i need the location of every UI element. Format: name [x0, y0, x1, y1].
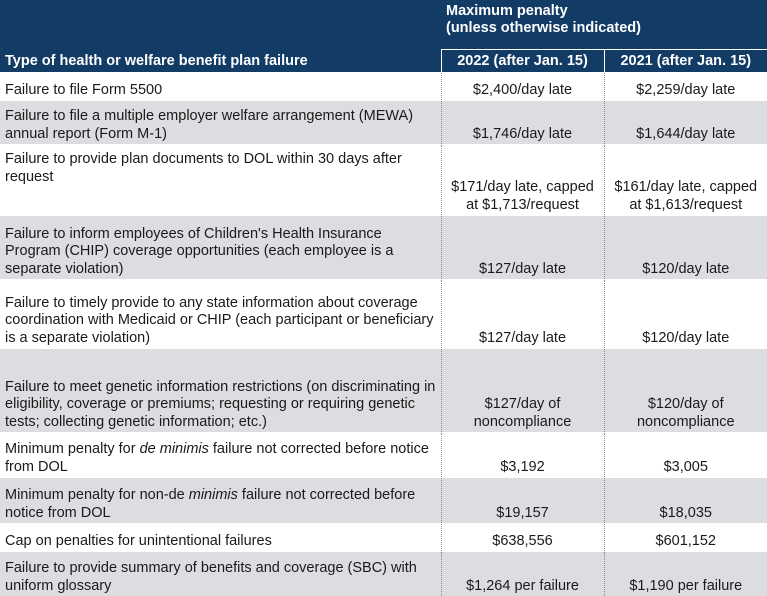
row-description: Cap on penalties for unintentional failures	[0, 524, 441, 552]
table-row	[0, 145, 767, 216]
table-row	[0, 216, 767, 280]
row-value-2021: $601,152	[604, 524, 767, 552]
row-description: Failure to file a multiple employer welfare arrangement (MEWA) annual report (Form M-1)	[0, 101, 441, 145]
row-description: Failure to timely provide to any state information about coverage coordination with Medicaid or CHIP (each participant or beneficiary is a separate violation)	[0, 280, 441, 349]
row-value-2021: $1,644/day late	[604, 101, 767, 145]
row-value-2022: $171/day late, capped at $1,713/request	[441, 145, 604, 216]
table-row	[0, 73, 767, 101]
row-description: Failure to provide summary of benefits and coverage (SBC) with uniform glossary	[0, 552, 441, 596]
row-value-2022: $1,264 per failure	[441, 552, 604, 596]
row-description: Failure to inform employees of Children's Health Insurance Program (CHIP) coverage opportunities (each employee is a separate violation)	[0, 216, 441, 280]
row-value-2021: $120/day late	[604, 216, 767, 280]
header-2021: 2021 (after Jan. 15)	[604, 50, 767, 73]
row-description	[0, 478, 441, 524]
row-description-emphasis: minimis	[189, 487, 238, 503]
header-type-of-failure: Type of health or welfare benefit plan failure	[0, 0, 441, 73]
row-value-2021: $120/day late	[604, 280, 767, 349]
row-value-2022: $2,400/day late	[441, 73, 604, 101]
row-value-2021: $1,190 per failure	[604, 552, 767, 596]
row-description-post: failure not corrected before notice from DOL	[5, 487, 415, 521]
row-value-2021: $120/day of noncompliance	[604, 349, 767, 433]
row-description-post: failure not corrected before notice from DOL	[5, 441, 429, 475]
row-value-2022: $3,192	[441, 433, 604, 478]
table-row	[0, 433, 767, 478]
row-description	[0, 433, 441, 478]
header-max-penalty-line1: Maximum penalty	[446, 3, 568, 19]
row-description: Failure to file Form 5500	[0, 73, 441, 101]
row-value-2022: $127/day of noncompliance	[441, 349, 604, 433]
table-row	[0, 349, 767, 433]
row-value-2021: $18,035	[604, 478, 767, 524]
table-row	[0, 280, 767, 349]
row-value-2022: $638,556	[441, 524, 604, 552]
header-2022: 2022 (after Jan. 15)	[441, 50, 604, 73]
table-row	[0, 524, 767, 552]
row-value-2022: $19,157	[441, 478, 604, 524]
row-value-2022: $127/day late	[441, 216, 604, 280]
header-maximum-penalty	[441, 0, 767, 50]
row-description-pre: Minimum penalty for non-de	[5, 487, 189, 503]
table-row	[0, 552, 767, 596]
row-description: Failure to provide plan documents to DOL within 30 days after request	[0, 145, 441, 216]
row-description-emphasis: de minimis	[140, 441, 209, 457]
row-value-2021: $3,005	[604, 433, 767, 478]
header-max-penalty-line2: (unless otherwise indicated)	[446, 20, 641, 36]
table-row	[0, 478, 767, 524]
row-value-2022: $127/day late	[441, 280, 604, 349]
row-value-2022: $1,746/day late	[441, 101, 604, 145]
row-description: Failure to meet genetic information restrictions (on discriminating in eligibility, coverage or premiums; requesting or requiring genetic tests; collecting genetic information; etc.)	[0, 349, 441, 433]
row-description-pre: Minimum penalty for	[5, 441, 140, 457]
row-value-2021: $2,259/day late	[604, 73, 767, 101]
table-row	[0, 101, 767, 145]
row-value-2021: $161/day late, capped at $1,613/request	[604, 145, 767, 216]
